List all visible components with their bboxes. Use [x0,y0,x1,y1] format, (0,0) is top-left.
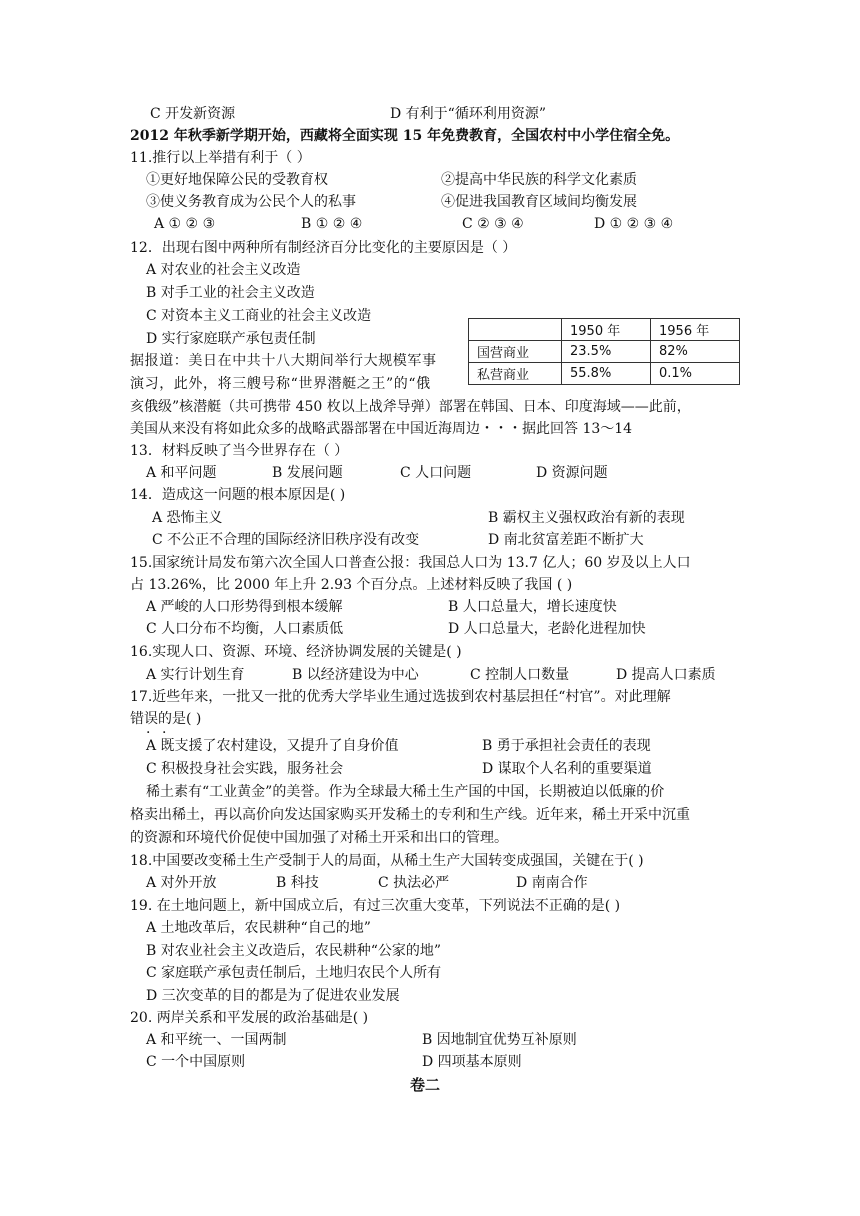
q11-option-c: C ② ③ ④ [462,216,524,232]
q18-option-d: D 南南合作 [516,875,588,891]
q12-option-b: B 对手工业的社会主义改造 [146,285,315,301]
q17-stem-line1: 17.近些年来，一批又一批的优秀大学毕业生通过选拔到农村基层担任“村官”。对此理解 [130,689,671,705]
q15-option-d: D 人口总量大，老龄化进程加快 [448,621,646,637]
q20-option-a: A 和平统一、一国两制 [146,1032,287,1048]
q17-option-c: C 积极投身社会实践，服务社会 [146,761,344,777]
table-cell: 82% [651,341,740,363]
q16-option-c: C 控制人口数量 [470,667,570,683]
rare-earth-paragraph-line3: 的资源和环境代价促使中国加强了对稀土开采和出口的管理。 [130,830,508,846]
q18-option-b: B 科技 [276,875,319,891]
q15-stem-line1: 15.国家统计局发布第六次全国人口普查公报：我国总人口为 13.7 亿人；60 岁及以上人口 [130,555,691,571]
ownership-table [468,318,740,385]
q13-option-a: A 和平问题 [146,465,217,481]
q20-stem: 20. 两岸关系和平发展的政治基础是( ) [130,1010,369,1026]
q17-stem-line2: 错误的是( ) [130,711,202,727]
q14-option-a: A 恐怖主义 [152,510,223,526]
table-row-label-state: 国营商业 [469,341,562,363]
table-row [469,341,740,363]
q11-statement-4: ④促进我国教育区域间均衡发展 [441,194,637,210]
news-paragraph-line3: 亥俄级”核潜艇（共可携带 450 枚以上战斧导弹）部署在韩国、日本、印度海域——此前， [130,399,691,415]
news-paragraph-line4: 美国从来没有将如此众多的战略武器部署在中国近海周边・・・据此回答 13～14 [130,421,633,437]
table-cell: 0.1% [651,363,740,385]
q17-option-b: B 勇于承担社会责任的表现 [482,738,651,754]
q18-stem: 18.中国要改变稀土生产受制于人的局面，从稀土生产大国转变成强国，关键在于( ) [130,853,644,869]
q19-option-b: B 对农业社会主义改造后，农民耕种“公家的地” [146,943,442,959]
q10-option-c: C 开发新资源 [150,106,236,122]
q14-stem: 14．造成这一问题的根本原因是( ) [130,487,346,503]
q12-option-a: A 对农业的社会主义改造 [146,262,301,278]
q15-stem-line2: 占 13.26%，比 2000 年上升 2.93 个百分点。上述材料反映了我国 ( ) [130,577,573,593]
q10-option-d: D 有利于“循环利用资源” [390,106,546,122]
q13-stem: 13．材料反映了当今世界存在（ ） [130,443,349,459]
q12-option-c: C 对资本主义工商业的社会主义改造 [146,308,372,324]
q12-stem: 12．出现右图中两种所有制经济百分比变化的主要原因是（ ） [130,240,517,256]
q17-option-a: A 既支援了农村建设，又提升了自身价值 [146,738,399,754]
q14-option-c: C 不公正不合理的国际经济旧秩序没有改变 [152,532,420,548]
q11-statement-1: ①更好地保障公民的受教育权 [146,172,328,188]
q15-option-a: A 严峻的人口形势得到根本缓解 [146,599,343,615]
emphasis-dot: · [162,725,167,741]
table-header-row [469,319,740,341]
q11-stem: 11.推行以上举措有利于（ ） [130,150,311,166]
q12-option-d: D 实行家庭联产承包责任制 [146,331,316,347]
rare-earth-paragraph-line2: 格卖出稀土，再以高价向发达国家购买开发稀土的专利和生产线。近年来，稀土开采中沉重 [130,807,690,823]
q19-option-c: C 家庭联产承包责任制后，土地归农民个人所有 [146,965,442,981]
table-row-label-private: 私营商业 [469,363,562,385]
q18-option-a: A 对外开放 [146,875,217,891]
q20-option-c: C 一个中国原则 [146,1054,246,1070]
q18-option-c: C 执法必严 [378,875,450,891]
q16-option-b: B 以经济建设为中心 [292,667,419,683]
q13-option-d: D 资源问题 [536,465,608,481]
q15-option-c: C 人口分布不均衡，人口素质低 [146,621,344,637]
q14-option-b: B 霸权主义强权政治有新的表现 [488,510,685,526]
q20-option-b: B 因地制宜优势互补原则 [422,1032,577,1048]
q11-option-a: A ① ② ③ [154,216,216,232]
q16-stem: 16.实现人口、资源、环境、经济协调发展的关键是( ) [130,644,462,660]
q16-option-d: D 提高人口素质 [616,667,716,683]
table-header-1950: 1950 年 [562,319,651,341]
news-paragraph-line2: 演习，此外，将三艘号称“世界潜艇之王”的“俄 [130,376,431,392]
q11-statement-3: ③使义务教育成为公民个人的私事 [146,194,356,210]
q11-option-d: D ① ② ③ ④ [594,216,674,232]
q19-option-a: A 土地改革后，农民耕种“自己的地” [146,920,371,936]
q19-option-d: D 三次变革的目的都是为了促进农业发展 [146,988,400,1004]
section-title: 卷二 [410,1076,441,1094]
q15-option-b: B 人口总量大，增长速度快 [448,599,617,615]
table-corner-cell [469,319,562,341]
table-cell: 55.8% [562,363,651,385]
emphasis-dot: · [146,725,151,741]
q11-intro: 2012 年秋季新学期开始，西藏将全面实现 15 年免费教育，全国农村中小学住宿全免。 [130,128,680,144]
q17-option-d: D 谋取个人名利的重要渠道 [482,761,652,777]
rare-earth-paragraph-line1: 稀土素有“工业黄金”的美誉。作为全球最大稀土生产国的中国，长期被迫以低廉的价 [146,784,665,800]
q20-option-d: D 四项基本原则 [422,1054,522,1070]
q19-stem: 19. 在土地问题上，新中国成立后，有过三次重大变革，下列说法不正确的是( ) [130,898,621,914]
q16-option-a: A 实行计划生育 [146,667,245,683]
news-paragraph-line1: 据报道：美日在中共十八大期间举行大规模军事 [130,353,437,369]
q13-option-c: C 人口问题 [400,465,472,481]
table-row [469,363,740,385]
table-cell: 23.5% [562,341,651,363]
q11-option-b: B ① ② ④ [301,216,363,232]
q13-option-b: B 发展问题 [272,465,343,481]
q11-statement-2: ②提高中华民族的科学文化素质 [441,172,637,188]
table-header-1956: 1956 年 [651,319,740,341]
q14-option-d: D 南北贫富差距不断扩大 [488,532,644,548]
